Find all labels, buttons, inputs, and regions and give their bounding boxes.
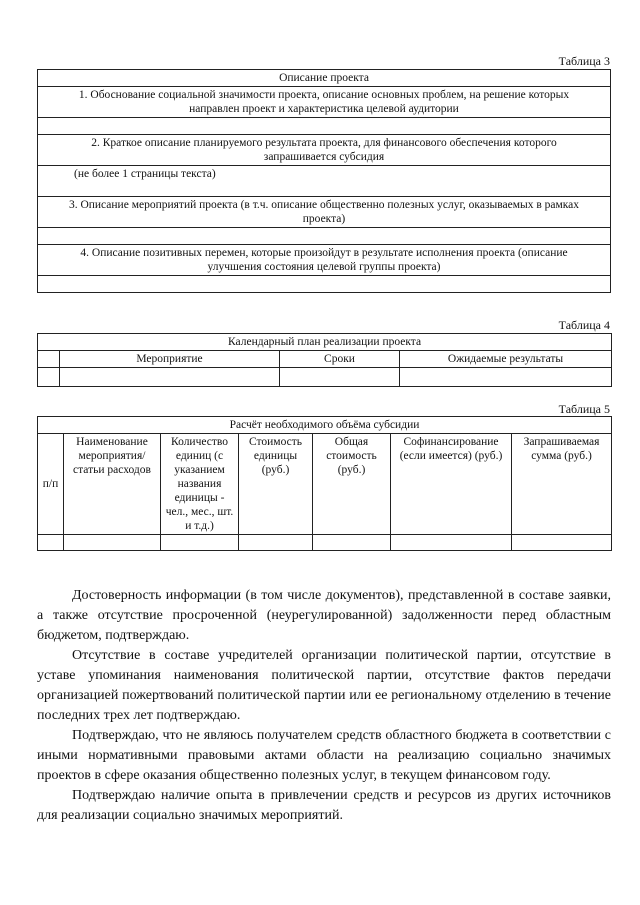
table5-cell	[313, 535, 391, 551]
paragraph: Подтверждаю наличие опыта в привлечении средств и ресурсов из других источников для реализации социально значимых мероприятий.	[37, 788, 611, 823]
table5-cell	[38, 535, 64, 551]
table3-item1-answer	[38, 118, 611, 135]
table5-cell	[64, 535, 161, 551]
table5-col-quantity: Количество единиц (с указанием названия единицы - чел., мес., шт. и т.д.)	[161, 434, 239, 535]
table4-cell	[280, 368, 400, 387]
paragraph: Достоверность информации (в том числе документов), представленной в составе заявки, а также отсутствие просроченной (неурегулированной) задолженности перед областным бюджетом, подтверждаю.	[37, 588, 611, 643]
table4-col-num	[38, 351, 60, 368]
paragraph: Отсутствие в составе учредителей организации политической партии, отсутствие в уставе упоминания наименования политической партии, отсутствие фактов передачи организацией пожертвований политической партии или ее региональному отделению в течение последних трех лет подтверждаю.	[37, 648, 611, 723]
table3-item2-note: (не более 1 страницы текста)	[38, 166, 611, 197]
table5-cell	[161, 535, 239, 551]
table4-cell	[60, 368, 280, 387]
project-description-table	[37, 69, 611, 293]
table5-caption: Таблица 5	[558, 402, 610, 416]
table5-col-requested: Запрашиваемая сумма (руб.)	[512, 434, 612, 535]
table4-cell	[400, 368, 612, 387]
table3-item3-answer	[38, 228, 611, 245]
table3-item4: 4. Описание позитивных перемен, которые произойдут в результате исполнения проекта (описание улучшения состояния целевой группы проекта)	[38, 245, 611, 276]
table4-col-results: Ожидаемые результаты	[400, 351, 612, 368]
table3-item3: 3. Описание мероприятий проекта (в т.ч. описание общественно полезных услуг, оказываемых в рамках проекта)	[38, 197, 611, 228]
table3-caption: Таблица 3	[558, 54, 610, 68]
table5-col-cofinancing: Софинансирование (если имеется) (руб.)	[391, 434, 512, 535]
table4-col-dates: Сроки	[280, 351, 400, 368]
subsidy-calculation-table	[37, 416, 612, 551]
table3-item2: 2. Краткое описание планируемого результата проекта, для финансового обеспечения которого запрашивается субсидия	[38, 135, 611, 166]
table5-col-name: Наименование мероприятия/ статьи расходов	[64, 434, 161, 535]
table4-caption: Таблица 4	[558, 318, 610, 332]
table5-col-total-cost: Общая стоимость (руб.)	[313, 434, 391, 535]
table3-item1: 1. Обоснование социальной значимости проекта, описание основных проблем, на решение которых направлен проект и характеристика целевой аудитории	[38, 87, 611, 118]
paragraph: Подтверждаю, что не являюсь получателем средств областного бюджета в соответствии с иными нормативными правовыми актами области на реализацию социально значимых проектов в сфере оказания общественно полезных услуг, в текущем финансовом году.	[37, 728, 611, 783]
table3-title: Описание проекта	[38, 70, 611, 87]
table5-col-unit-cost: Стоимость единицы (руб.)	[239, 434, 313, 535]
table4-col-event: Мероприятие	[60, 351, 280, 368]
calendar-plan-table	[37, 333, 612, 387]
table5-cell	[512, 535, 612, 551]
table4-title: Календарный план реализации проекта	[38, 334, 612, 351]
table5-col-num: п/п	[38, 434, 64, 535]
table4-cell	[38, 368, 60, 387]
declaration-text	[37, 586, 611, 826]
table3-item4-answer	[38, 276, 611, 293]
table5-cell	[239, 535, 313, 551]
table5-title: Расчёт необходимого объёма субсидии	[38, 417, 612, 434]
table5-cell	[391, 535, 512, 551]
